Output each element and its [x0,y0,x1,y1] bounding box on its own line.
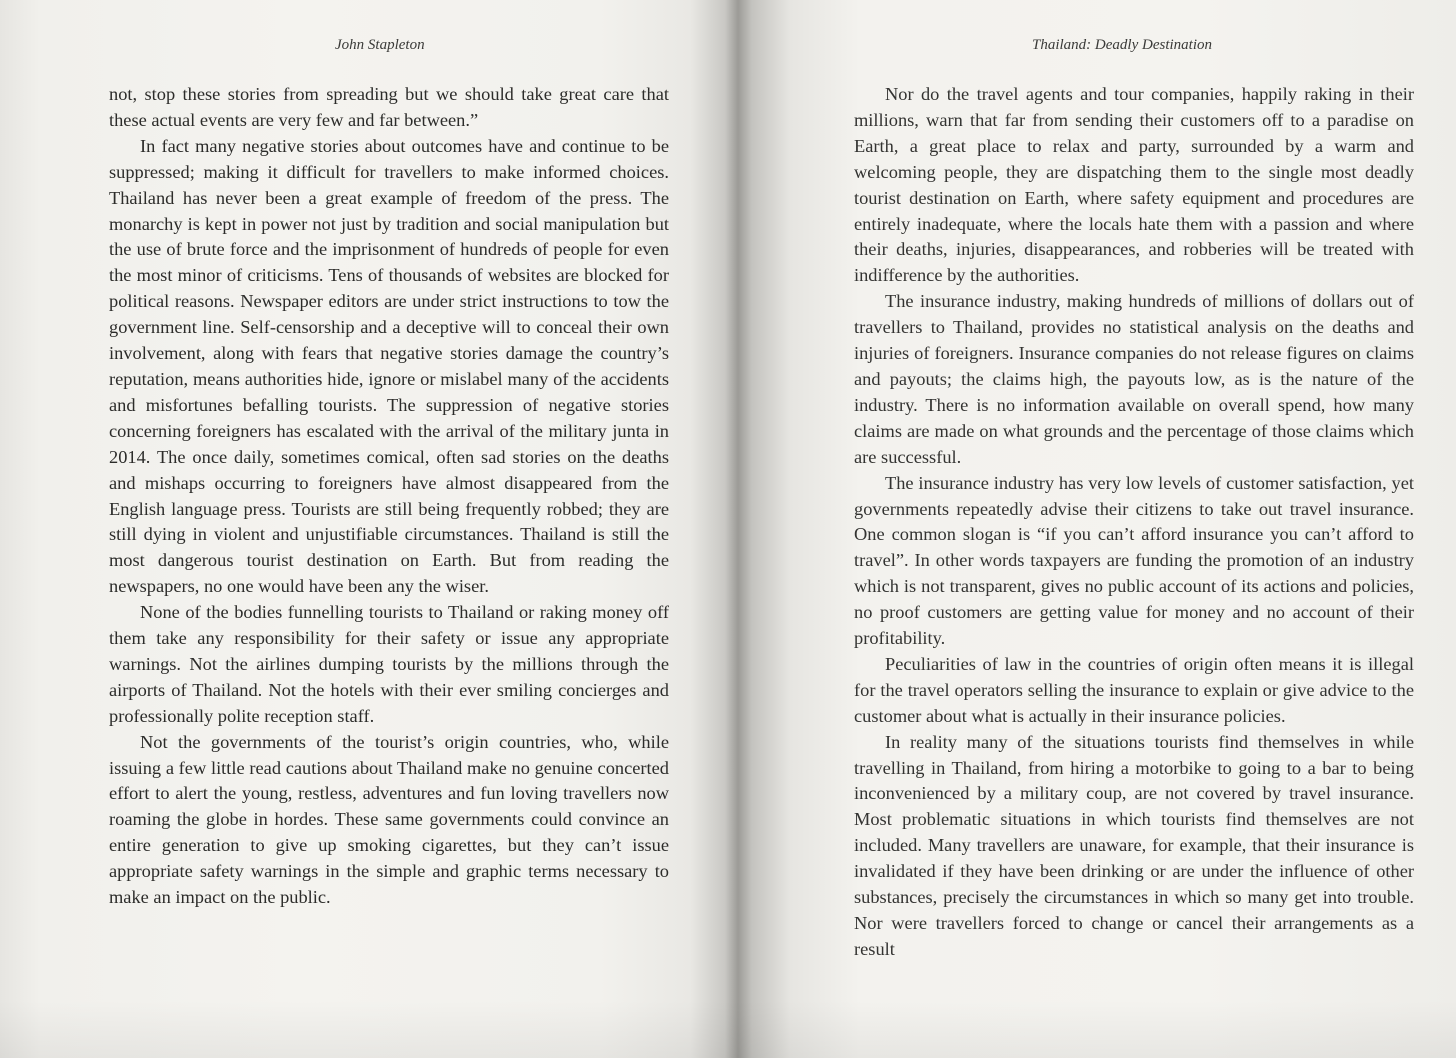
left-paragraph-1: not, stop these stories from spreading but we should take great care that these actual events are very few and far between.” [109,84,669,130]
left-paragraph-3: None of the bodies funnelling tourists to Thailand or raking money off them take any responsibility for their safety or issue any appropriate warnings. Not the airlines dumping tourists by the millions through the airports of Thailand. Not the hotels with their ever smiling concierges and professionally polite reception staff. [109,602,669,726]
right-paragraph-1: Nor do the travel agents and tour companies, happily raking in their millions, warn that far from sending their customers off to a paradise on Earth, a great place to relax and party, surrounded by a warm and welcoming people, they are dispatching them to the single most deadly tourist destination on Earth, where safety equipment and procedures are entirely inadequate, where the locals hate them with a passion and where their deaths, injuries, disappearances, and robberies will be treated with indifference by the authorities. [854,84,1414,286]
right-running-head: Thailand: Deadly Destination [1032,37,1212,53]
right-page-body [854,82,1414,963]
right-page [748,0,1456,1058]
left-running-head: John Stapleton [335,37,425,53]
right-paragraph-2: The insurance industry, making hundreds of millions of dollars out of travellers to Thailand, provides no statistical analysis on the deaths and injuries of foreigners. Insurance companies do not release figures on claims and payouts; the claims high, the payouts low, as is the nature of the industry. There is no information available on overall spend, how many claims are made on what grounds and the percentage of those claims which are successful. [854,291,1414,467]
right-paragraph-3: The insurance industry has very low levels of customer satisfaction, yet governments repeatedly advise their citizens to take out travel insurance. One common slogan is “if you can’t afford insurance you can’t afford to travel”. In other words taxpayers are funding the promotion of an industry which is not transparent, gives no public account of its actions and policies, no proof customers are getting value for money and no account of their profitability. [854,472,1414,649]
right-paragraph-4: Peculiarities of law in the countries of origin often means it is illegal for the travel operators selling the insurance to explain or give advice to the customer about what is actually in their insurance policies. [854,653,1414,726]
right-paragraph-5: In reality many of the situations tourists find themselves in while travelling in Thailand, from hiring a motorbike to going to a bar to being inconvenienced by a military coup, are not covered by travel insurance. Most problematic situations in which tourists find themselves are not included. Many travellers are unaware, for example, that their insurance is invalidated if they have been drinking or are under the influence of other substances, precisely the circumstances in which so many get into trouble. Nor were travellers forced to change or cancel their arrangements as a result [854,731,1414,959]
left-page-body [109,82,669,911]
left-paragraph-2: In fact many negative stories about outcomes have and continue to be suppressed; making it difficult for travellers to make informed choices. Thailand has never been a great example of freedom of the press. The monarchy is kept in power not just by tradition and social manipulation but the use of brute force and the imprisonment of hundreds of people for even the most minor of criticisms. Tens of thousands of websites are blocked for political reasons. Newspaper editors are under strict instructions to tow the government line. Self-censorship and a deceptive will to conceal their own involvement, along with fears that negative stories damage the country’s reputation, means authorities hide, ignore or mislabel many of the accidents and misfortunes befalling tourists. The suppression of negative stories concerning foreigners has escalated with the arrival of the military junta in 2014. The once daily, sometimes comical, often sad stories on the deaths and mishaps occurring to foreigners have almost disappeared from the English language press. Tourists are still being frequently robbed; they are still dying in violent and unjustifiable circumstances. Thailand is still the most dangerous tourist destination on Earth. But from reading the newspapers, no one would have been any the wiser. [109,135,669,597]
left-paragraph-4: Not the governments of the tourist’s origin countries, who, while issuing a few little read cautions about Thailand make no genuine concerted effort to alert the young, restless, adventures and fun loving travellers now roaming the globe in hordes. These same governments could convince an entire generation to give up smoking cigarettes, but they can’t issue appropriate safety warnings in the simple and graphic terms necessary to make an impact on the public. [109,731,669,908]
